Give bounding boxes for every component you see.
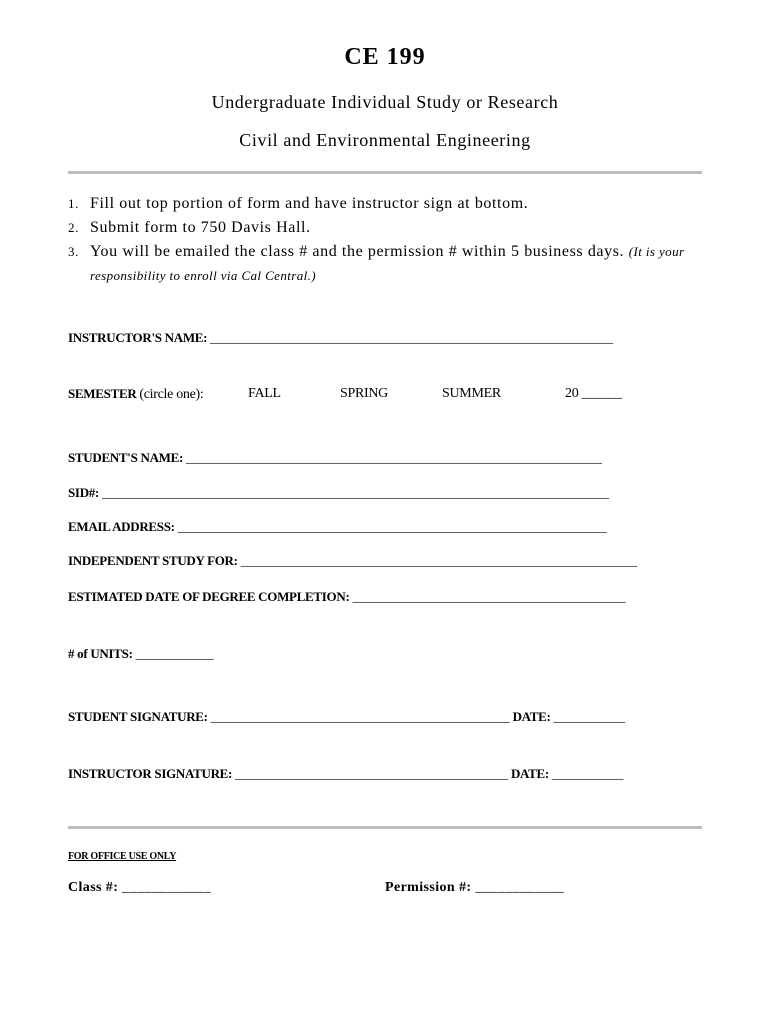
form-title: CE 199 <box>344 44 426 70</box>
degree-completion-blank[interactable]: __________________________________________ <box>352 589 626 604</box>
instruction-text: Submit form to 750 Davis Hall. <box>90 219 311 236</box>
instructor-signature-blank[interactable]: __________________________________________ <box>235 766 509 781</box>
class-number-field[interactable] <box>68 880 211 896</box>
degree-completion-field[interactable] <box>68 589 625 605</box>
instructor-name-field[interactable] <box>68 330 613 346</box>
semester-year[interactable]: 20 ______ <box>565 386 622 401</box>
independent-study-label: INDEPENDENT STUDY FOR: <box>68 553 238 568</box>
email-field[interactable] <box>68 519 607 535</box>
instructor-date-blank[interactable]: ___________ <box>551 766 624 781</box>
semester-label: SEMESTER <box>68 386 137 401</box>
student-signature-label: STUDENT SIGNATURE: <box>68 709 208 724</box>
semester-option-spring[interactable]: SPRING <box>340 386 388 401</box>
semester-option-fall[interactable]: FALL <box>248 386 281 401</box>
sid-label: SID#: <box>68 485 100 500</box>
instruction-item <box>68 192 708 216</box>
instruction-item <box>68 240 708 288</box>
instructor-signature-field[interactable] <box>68 766 623 782</box>
semester-field <box>68 386 708 406</box>
independent-study-field[interactable] <box>68 553 637 569</box>
instructor-signature-label: INSTRUCTOR SIGNATURE: <box>68 766 233 781</box>
email-label: EMAIL ADDRESS: <box>68 519 175 534</box>
independent-study-blank[interactable]: _____________________________________________________________ <box>240 553 638 568</box>
instructor-name-label: INSTRUCTOR'S NAME: <box>68 330 208 345</box>
degree-completion-label: ESTIMATED DATE OF DEGREE COMPLETION: <box>68 589 350 604</box>
department-name: Civil and Environmental Engineering <box>239 130 531 150</box>
instructions-list <box>68 192 708 288</box>
class-number-label: Class #: <box>68 880 119 895</box>
sid-blank[interactable]: ______________________________________________________________________________ <box>101 485 609 500</box>
instruction-text: You will be emailed the class # and the permission # within 5 business days. <box>90 243 625 260</box>
instruction-number: 3. <box>68 244 79 259</box>
student-name-field[interactable] <box>68 450 602 466</box>
semester-hint: (circle one): <box>139 387 204 402</box>
instruction-item <box>68 216 708 240</box>
class-number-blank[interactable]: ____________ <box>122 880 211 895</box>
student-date-label: DATE: <box>512 709 551 724</box>
semester-option-summer[interactable]: SUMMER <box>442 386 501 401</box>
permission-number-field[interactable] <box>385 880 564 896</box>
student-name-label: STUDENT'S NAME: <box>68 450 184 465</box>
header-divider <box>68 171 702 174</box>
units-field[interactable] <box>68 646 214 662</box>
form-subtitle: Undergraduate Individual Study or Research <box>211 92 559 112</box>
office-divider <box>68 826 702 829</box>
student-signature-field[interactable] <box>68 709 625 725</box>
instructor-name-blank[interactable]: ______________________________________________________________ <box>210 330 614 345</box>
sid-field[interactable] <box>68 485 609 501</box>
instruction-number: 1. <box>68 196 79 211</box>
permission-number-blank[interactable]: ____________ <box>475 880 565 895</box>
instruction-number: 2. <box>68 220 79 235</box>
units-blank[interactable]: ____________ <box>135 646 214 661</box>
student-date-blank[interactable]: ___________ <box>553 709 626 724</box>
enrollment-note: (It is your responsibility to enroll via Cal Central.) <box>90 244 685 283</box>
student-name-blank[interactable]: ________________________________________________________________ <box>186 450 602 465</box>
units-label: # of UNITS: <box>68 646 133 661</box>
permission-number-label: Permission #: <box>385 880 472 895</box>
student-signature-blank[interactable]: ______________________________________________ <box>210 709 510 724</box>
email-blank[interactable]: __________________________________________________________________ <box>177 519 607 534</box>
instructor-date-label: DATE: <box>510 766 549 781</box>
office-use-heading: FOR OFFICE USE ONLY <box>68 851 177 862</box>
instruction-text: Fill out top portion of form and have instructor sign at bottom. <box>90 195 529 212</box>
